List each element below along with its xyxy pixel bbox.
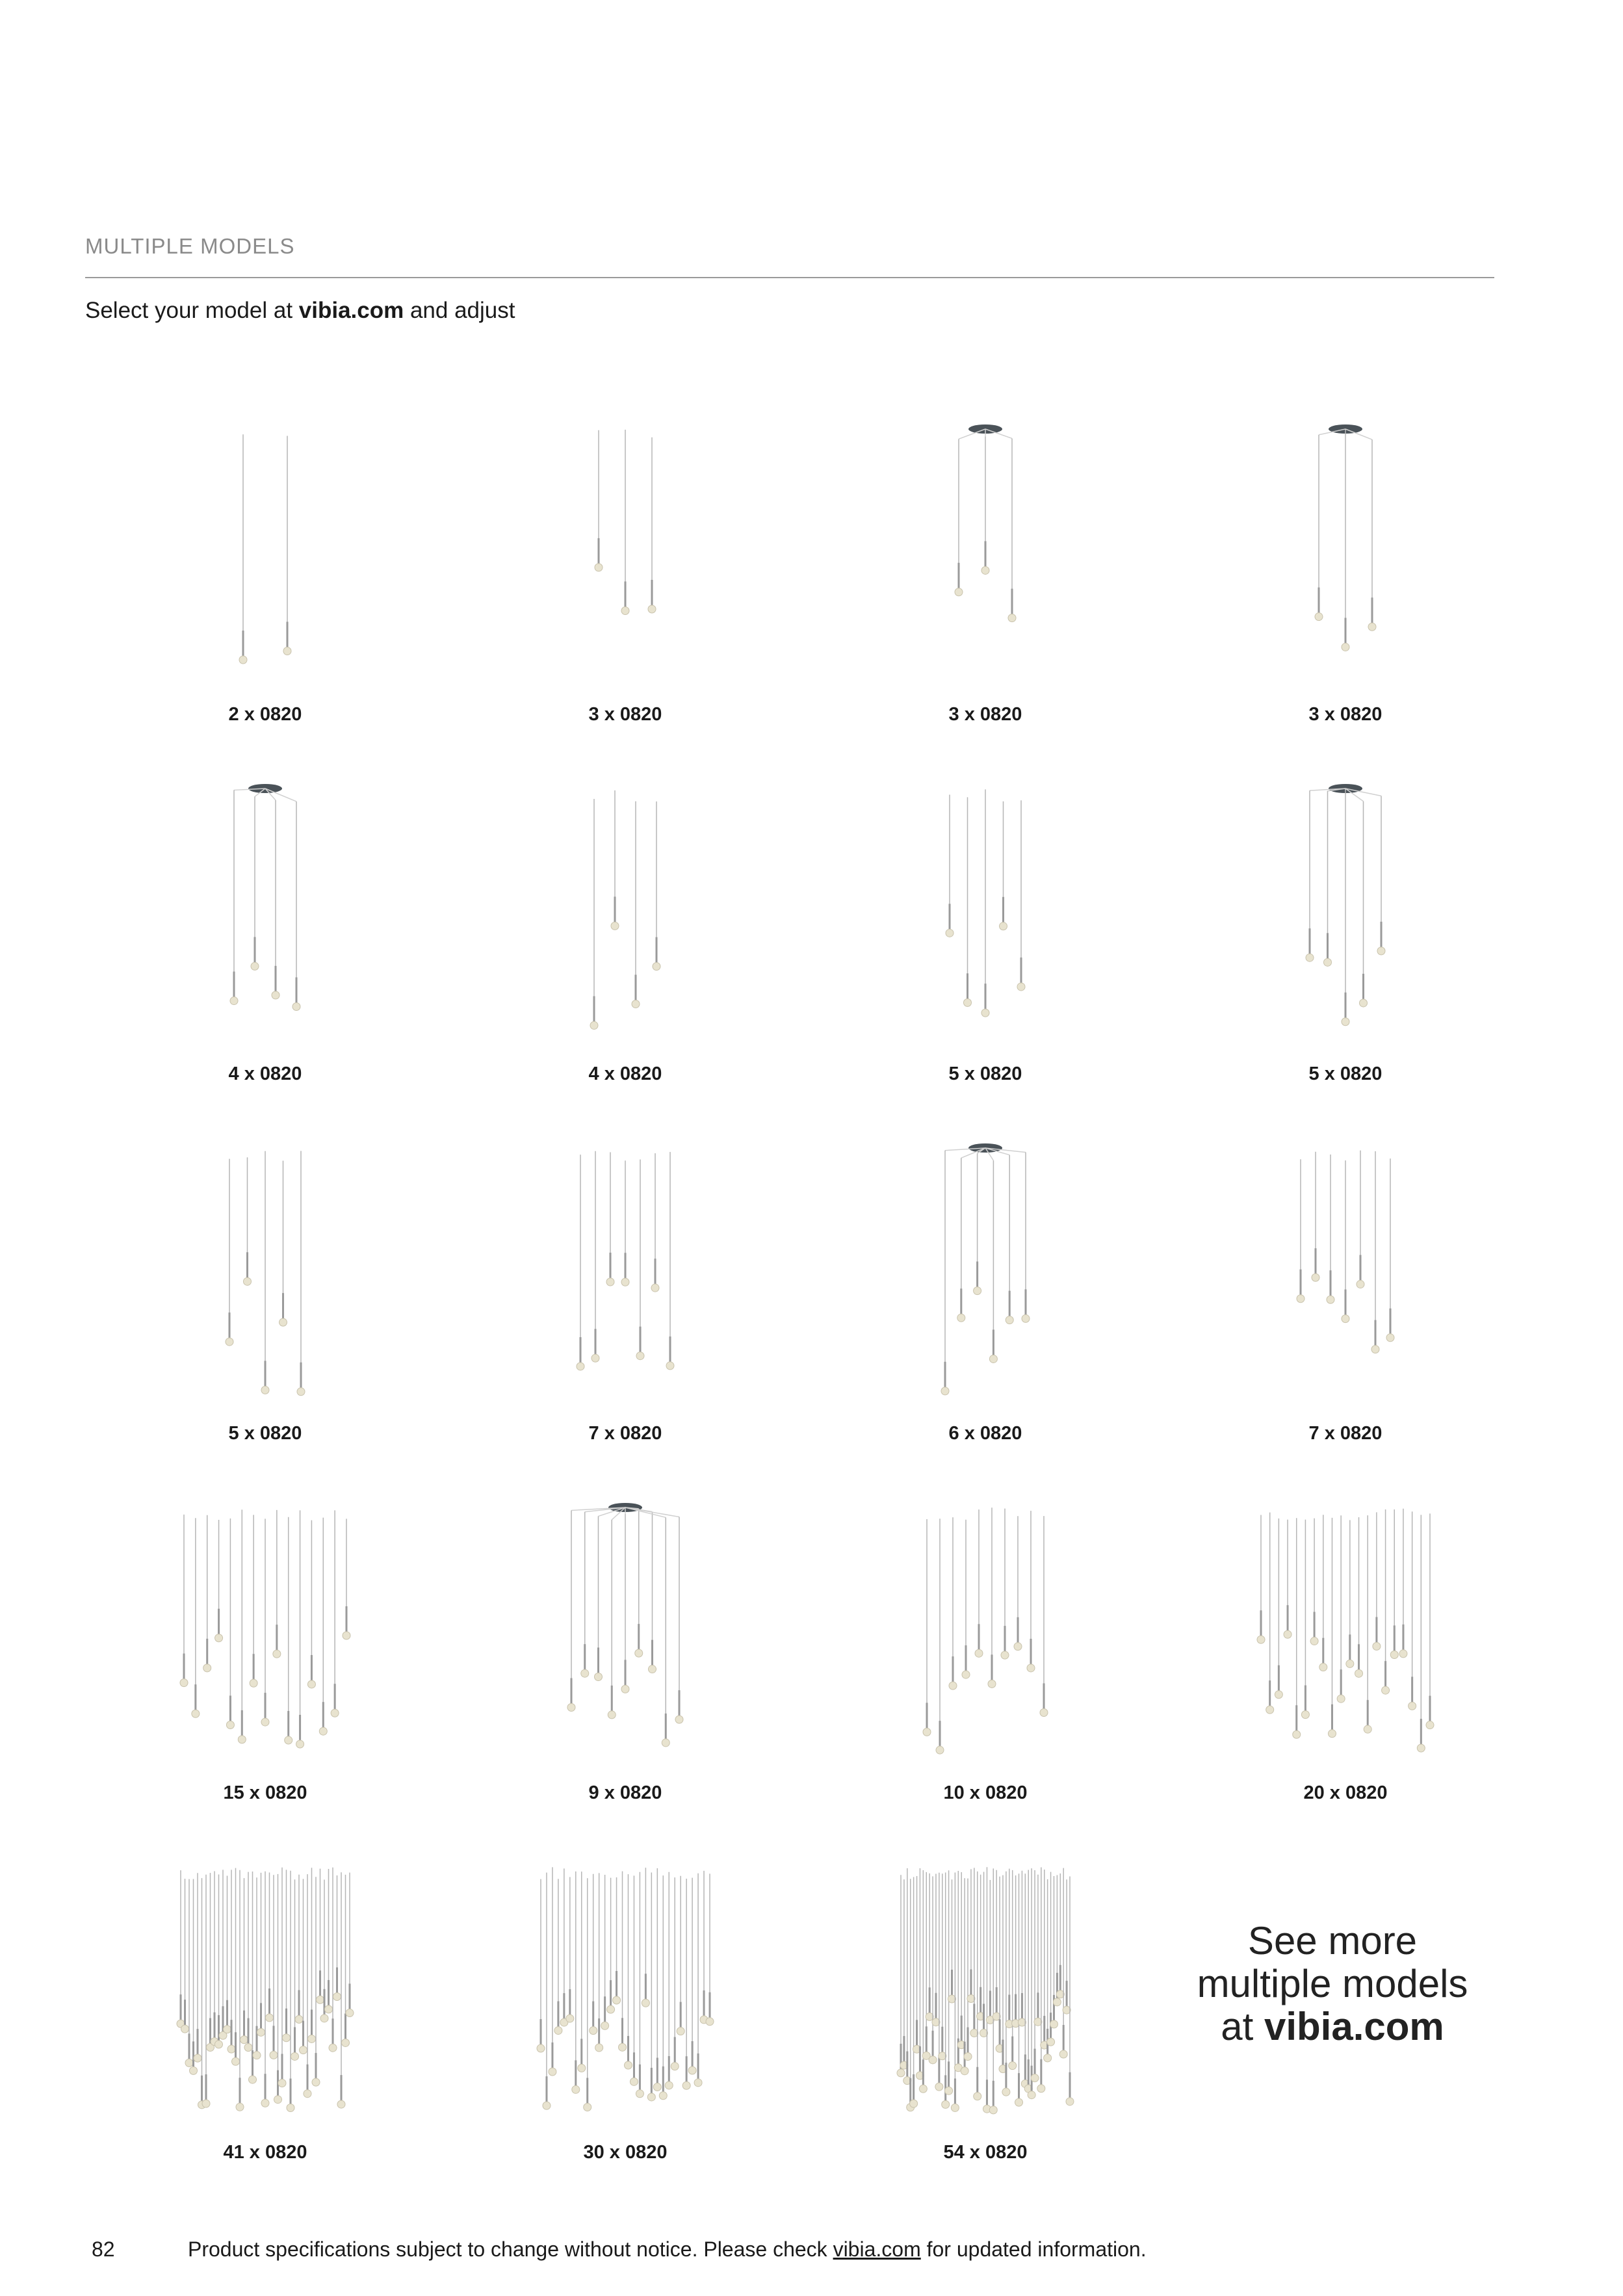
- page-number: 82: [92, 2237, 115, 2261]
- model-illustration: [85, 1481, 445, 1768]
- pendant-light: [333, 1875, 341, 2000]
- pendant-light: [1328, 1518, 1336, 1738]
- pendant-light: [581, 1507, 625, 1677]
- pendant-light: [1306, 789, 1345, 961]
- pendant-light: [337, 1872, 345, 2108]
- pendant-light: [180, 1515, 188, 1687]
- pendant-light: [619, 1872, 627, 2052]
- pendant-light: [577, 1155, 584, 1370]
- model-card[interactable]: [445, 1841, 805, 2200]
- pendant-light: [203, 1515, 211, 1672]
- pendant-light: [331, 1510, 339, 1717]
- model-illustration: [85, 763, 445, 1049]
- pendant-light: [653, 802, 660, 971]
- model-label: 5 x 0820: [1308, 1063, 1383, 1084]
- pendant-light: [343, 1519, 350, 1639]
- pendant-light: [694, 1873, 702, 2087]
- model-illustration: [445, 763, 805, 1049]
- pendant-light: [613, 1877, 621, 2004]
- see-more-callout: [1163, 1920, 1501, 2048]
- pendant-light: [651, 1153, 659, 1292]
- pendant-light: [300, 1879, 307, 2054]
- model-card[interactable]: [805, 1122, 1165, 1481]
- pendant-light: [308, 1868, 316, 2042]
- pendant-light: [329, 1868, 337, 2052]
- pendant-light: [636, 1160, 644, 1360]
- pendant-light: [219, 1870, 227, 2039]
- pendant-light: [1297, 1159, 1305, 1302]
- intro-link[interactable]: vibia.com: [298, 298, 404, 323]
- pendant-light: [239, 434, 247, 664]
- model-card[interactable]: [805, 1481, 1165, 1841]
- model-label: 41 x 0820: [223, 2142, 307, 2163]
- pendant-light: [287, 1871, 294, 2112]
- pendant-light: [279, 1160, 287, 1326]
- pendant-light: [181, 1879, 189, 2033]
- pendant-light: [1399, 1509, 1407, 1658]
- pendant-light: [706, 1873, 714, 2025]
- pendant-light: [671, 1877, 679, 2070]
- model-label: 3 x 0820: [948, 704, 1022, 725]
- model-label: 2 x 0820: [228, 704, 302, 725]
- pendant-light: [257, 1873, 265, 2036]
- pendant-light: [1426, 1513, 1434, 1729]
- pendant-light: [537, 1879, 545, 2052]
- see-more-prefix: at: [1221, 2005, 1264, 2048]
- model-label: 10 x 0820: [943, 1782, 1028, 1803]
- pendant-light: [278, 1868, 286, 2087]
- pendant-light: [636, 1872, 643, 2098]
- pendant-light: [688, 1878, 696, 2074]
- pendant-light: [295, 1875, 303, 2024]
- pendant-light: [985, 429, 1016, 622]
- pendant-light: [1017, 800, 1025, 991]
- pendant-light: [1409, 1511, 1416, 1710]
- pendant-light: [244, 1872, 252, 2052]
- intro-before: Select your model at: [85, 298, 299, 323]
- pendant-light: [251, 789, 265, 970]
- pendant-light: [1337, 1515, 1345, 1702]
- pendant-light: [962, 1520, 970, 1678]
- pendant-light: [274, 1874, 282, 2104]
- pendant-light: [1266, 1513, 1274, 1714]
- pendant-light: [202, 1875, 210, 2107]
- pendant-light: [230, 789, 265, 1005]
- pendant-light: [624, 1874, 632, 2069]
- pendant-light: [1027, 1511, 1035, 1672]
- pendant-light: [325, 1869, 333, 2013]
- pendant-light: [572, 1872, 580, 2094]
- pendant-light: [266, 1873, 274, 2022]
- pendant-light: [1342, 429, 1349, 651]
- model-card[interactable]: [1165, 403, 1526, 763]
- pendant-light: [1371, 1151, 1379, 1353]
- pendant-light: [682, 1879, 690, 2089]
- pendant-light: [677, 1876, 684, 2035]
- pendant-light: [625, 1507, 656, 1673]
- pendant-light: [1346, 1520, 1354, 1667]
- model-illustration: [85, 1122, 445, 1408]
- pendant-light: [291, 1879, 299, 2060]
- pendant-light: [591, 1151, 599, 1362]
- model-card[interactable]: [805, 403, 1165, 763]
- pendant-light: [1001, 1509, 1009, 1660]
- intro-after: and adjust: [404, 298, 515, 323]
- pendant-light: [632, 802, 640, 1008]
- pendant-light: [192, 1518, 200, 1717]
- see-more-line3: [1163, 2005, 1501, 2048]
- pendant-light: [238, 1509, 246, 1743]
- pendant-light: [625, 1507, 683, 1723]
- pendant-light: [1345, 789, 1385, 955]
- pendant-light: [584, 1878, 591, 2111]
- pendant-light: [1342, 789, 1349, 1026]
- pendant-light: [621, 1160, 629, 1286]
- pendant-light: [285, 1517, 292, 1744]
- pendant-light: [590, 799, 598, 1029]
- section-divider: [85, 277, 1494, 278]
- model-illustration: [445, 403, 805, 689]
- model-illustration: [805, 763, 1165, 1049]
- pendant-light: [1364, 1515, 1371, 1733]
- pendant-light: [665, 1872, 673, 2089]
- pendant-light: [215, 1520, 223, 1642]
- pendant-light: [224, 1876, 231, 2033]
- footer-note-before: Product specifications subject to change without notice. Please check: [188, 2237, 833, 2261]
- model-label: 4 x 0820: [228, 1063, 302, 1084]
- models-grid: [85, 403, 1527, 2171]
- pendant-light: [1315, 429, 1345, 621]
- model-label: 15 x 0820: [223, 1782, 307, 1803]
- model-card[interactable]: [805, 1841, 1165, 2200]
- pendant-light: [642, 1868, 649, 2007]
- model-label: 7 x 0820: [588, 1423, 662, 1444]
- model-illustration: [1165, 1481, 1526, 1768]
- model-card[interactable]: [85, 1481, 445, 1841]
- pendant-light: [319, 1518, 327, 1736]
- pendant-light: [1355, 1517, 1363, 1677]
- pendant-light: [595, 430, 603, 571]
- model-label: 3 x 0820: [588, 704, 662, 725]
- model-card[interactable]: [85, 1122, 445, 1481]
- pendant-light: [261, 1519, 269, 1726]
- pendant-light: [607, 1878, 615, 2014]
- pendant-light: [949, 1517, 957, 1689]
- model-illustration: [445, 1841, 805, 2127]
- pendant-light: [1373, 1512, 1381, 1650]
- pendant-light: [342, 1875, 350, 2047]
- pendant-light: [177, 1870, 185, 2028]
- pendant-light: [957, 1148, 985, 1322]
- model-card[interactable]: [445, 763, 805, 1122]
- model-label: 5 x 0820: [228, 1423, 302, 1444]
- model-label: 9 x 0820: [588, 1782, 662, 1803]
- pendant-light: [625, 1507, 669, 1747]
- pendant-light: [190, 1879, 198, 2075]
- pendant-light: [1390, 1509, 1398, 1658]
- pendant-light: [270, 1875, 278, 2059]
- pendant-light: [1345, 789, 1368, 1007]
- pendant-light: [606, 1153, 614, 1286]
- pendant-light: [211, 1872, 218, 2046]
- pendant-light: [1310, 1519, 1318, 1645]
- pendant-light: [1040, 1516, 1048, 1716]
- pendant-light: [648, 437, 656, 613]
- pendant-light: [198, 1878, 206, 2109]
- model-label: 30 x 0820: [583, 2142, 668, 2163]
- pendant-light: [975, 1509, 983, 1657]
- pendant-light: [240, 1878, 248, 2044]
- section-title: MULTIPLE MODELS: [85, 234, 295, 258]
- model-card[interactable]: [445, 1481, 805, 1841]
- pendant-light: [312, 1877, 320, 2086]
- pendant-light: [265, 789, 279, 999]
- pendant-light: [236, 1870, 244, 2111]
- pendant-light: [346, 1873, 354, 2017]
- pendant-light: [194, 1873, 201, 2062]
- model-label: 6 x 0820: [948, 1423, 1022, 1444]
- model-card[interactable]: [1165, 1481, 1526, 1841]
- model-card[interactable]: [445, 403, 805, 763]
- pendant-light: [936, 1519, 944, 1754]
- pendant-light: [590, 1874, 597, 2035]
- pendant-light: [1342, 1160, 1349, 1322]
- pendant-light: [1257, 1515, 1265, 1644]
- footer-note: [188, 2237, 1147, 2262]
- pendant-light: [226, 1519, 234, 1729]
- pendant-light: [1312, 1152, 1319, 1281]
- pendant-light: [250, 1515, 257, 1687]
- pendant-light: [1417, 1515, 1425, 1752]
- model-card[interactable]: [445, 1122, 805, 1481]
- pendant-light: [1319, 1515, 1327, 1671]
- pendant-light: [226, 1159, 233, 1346]
- pendant-light: [625, 1507, 643, 1657]
- pendant-light: [297, 1151, 305, 1395]
- pendant-light: [261, 1151, 269, 1394]
- footer-link[interactable]: vibia.com: [833, 2237, 921, 2261]
- model-illustration: [805, 1481, 1165, 1768]
- pendant-light: [549, 1867, 556, 2076]
- pendant-light: [595, 1507, 626, 1680]
- pendant-light: [1382, 1509, 1390, 1694]
- model-card[interactable]: [85, 403, 445, 763]
- pendant-light: [307, 1520, 315, 1688]
- pendant-light: [621, 1507, 629, 1693]
- intro-text: [85, 298, 515, 324]
- pendant-light: [560, 1868, 568, 2026]
- pendant-light: [611, 790, 619, 930]
- see-more-line1: See more: [1247, 1919, 1418, 1963]
- pendant-light: [215, 1875, 223, 2048]
- pendant-light: [296, 1510, 304, 1748]
- model-card[interactable]: [1165, 763, 1526, 1122]
- pendant-light: [985, 1148, 1013, 1324]
- model-label: 4 x 0820: [588, 1063, 662, 1084]
- model-label: 3 x 0820: [1308, 704, 1383, 725]
- pendant-light: [1275, 1519, 1282, 1699]
- pendant-light: [981, 789, 989, 1017]
- model-illustration: [805, 403, 1165, 689]
- pendant-light: [207, 1873, 214, 2051]
- pendant-light: [974, 1148, 985, 1295]
- pendant-light: [1345, 429, 1376, 631]
- model-illustration: [85, 1841, 445, 2127]
- pendant-light: [317, 1869, 324, 2004]
- pendant-light: [1301, 1520, 1309, 1719]
- pendant-light: [265, 789, 300, 1010]
- model-label: 54 x 0820: [943, 2142, 1028, 2163]
- pendant-light: [261, 1872, 269, 2107]
- pendant-light: [941, 1148, 985, 1395]
- model-illustration: [85, 403, 445, 689]
- pendant-light: [232, 1868, 240, 2066]
- model-illustration: [805, 1122, 1165, 1408]
- model-illustration: [1165, 1122, 1526, 1408]
- model-label: 5 x 0820: [948, 1063, 1022, 1084]
- pendant-light: [981, 429, 989, 574]
- pendant-light: [283, 1870, 291, 2041]
- pendant-light: [1293, 1518, 1301, 1738]
- pendant-light: [659, 1875, 667, 2100]
- pendant-light: [964, 797, 972, 1006]
- pendant-light: [1284, 1520, 1292, 1639]
- pendant-light: [955, 429, 985, 596]
- pendant-light: [1386, 1158, 1394, 1342]
- pendant-light: [630, 1875, 638, 2085]
- pendant-light: [985, 1148, 1030, 1322]
- pendant-light: [647, 1872, 655, 2100]
- model-illustration: [1165, 763, 1526, 1049]
- pendant-light: [304, 1874, 311, 2098]
- pendant-light: [1324, 789, 1346, 966]
- pendant-light: [283, 436, 291, 655]
- pendant-light: [621, 430, 629, 615]
- see-more-line2: multiple models: [1197, 1962, 1468, 2005]
- pendant-light: [1327, 1155, 1334, 1303]
- pendant-light: [185, 1879, 193, 2067]
- model-label: 20 x 0820: [1303, 1782, 1388, 1803]
- see-more-link[interactable]: vibia.com: [1264, 2005, 1444, 2048]
- pendant-light: [653, 1868, 661, 2091]
- model-illustration: [445, 1122, 805, 1408]
- pendant-light: [567, 1507, 625, 1712]
- pendant-light: [946, 795, 954, 937]
- model-label: 7 x 0820: [1308, 1423, 1383, 1444]
- pendant-light: [985, 1148, 997, 1363]
- pendant-light: [923, 1519, 931, 1736]
- model-card[interactable]: [85, 1841, 445, 2200]
- pendant-light: [554, 1879, 562, 2034]
- footer-note-after: for updated information.: [920, 2237, 1147, 2261]
- model-card[interactable]: [1165, 1122, 1526, 1481]
- model-illustration: [445, 1481, 805, 1768]
- pendant-light: [700, 1871, 708, 2024]
- pendant-light: [988, 1507, 996, 1688]
- pendant-light: [666, 1152, 674, 1370]
- pendant-light: [578, 1872, 586, 2072]
- pendant-light: [1357, 1151, 1364, 1288]
- pendant-light: [273, 1510, 281, 1658]
- pendant-light: [1000, 802, 1007, 930]
- model-card[interactable]: [85, 763, 445, 1122]
- pendant-light: [566, 1877, 574, 2023]
- pendant-light: [244, 1157, 252, 1285]
- model-illustration: [1165, 403, 1526, 689]
- model-card[interactable]: [805, 763, 1165, 1122]
- pendant-light: [601, 1875, 609, 2029]
- pendant-light: [1014, 1516, 1022, 1650]
- model-illustration: [805, 1841, 1165, 2127]
